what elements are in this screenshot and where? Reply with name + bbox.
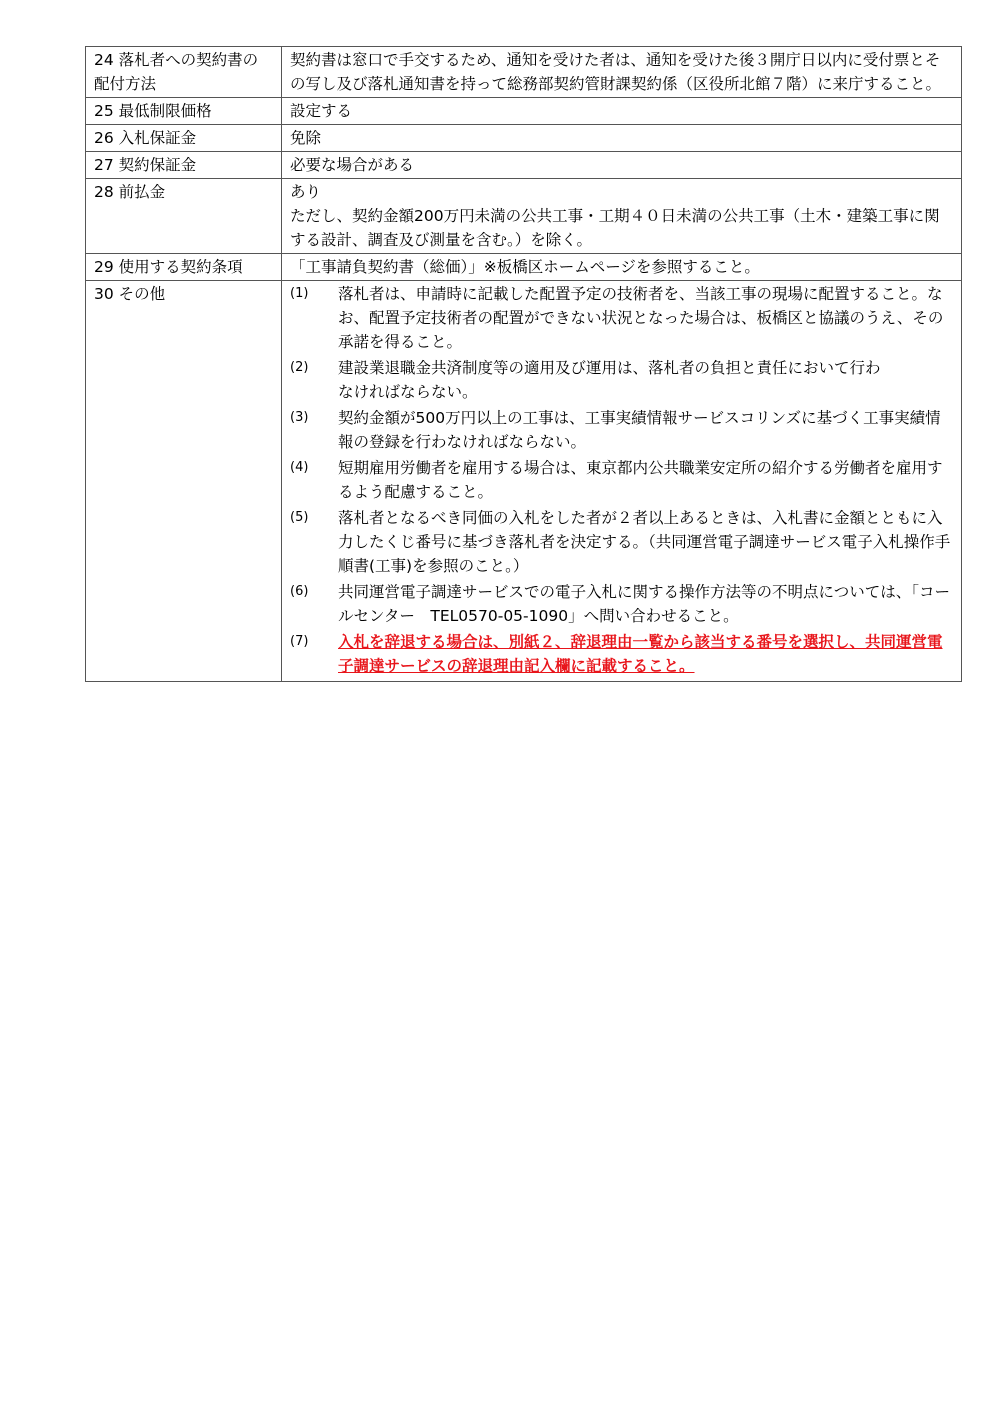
row-label: 29 使用する契約条項: [86, 254, 282, 281]
table-row-24: [86, 47, 962, 98]
row-value: 必要な場合がある: [282, 152, 962, 179]
table-row-26: [86, 125, 962, 152]
row-label: 27 契約保証金: [86, 152, 282, 179]
item-text: 契約金額が500万円以上の工事は、工事実績情報サービスコリンズに基づく工事実績情報の登録を行わなければならない。: [338, 409, 941, 451]
table-row-28: [86, 179, 962, 254]
row-value: 設定する: [282, 98, 962, 125]
row-value: 免除: [282, 125, 962, 152]
row-value: [282, 281, 962, 682]
table-row-25: [86, 98, 962, 125]
list-item: [290, 406, 953, 454]
item-text: 落札者となるべき同価の入札をした者が２者以上あるときは、入札書に金額とともに入力したくじ番号に基づき落札者を決定する。（共同運営電子調達サービス電子入札操作手順書(工事)を参照のこと。）: [338, 509, 951, 575]
table-row-29: [86, 254, 962, 281]
item-text-line: 建設業退職金共済制度等の適用及び運用は、落札者の負担と責任において行わ: [338, 359, 881, 377]
row-label: 26 入札保証金: [86, 125, 282, 152]
row-value: 契約書は窓口で手交するため、通知を受けた者は、通知を受けた後３開庁日以内に受付票とその写し及び落札通知書を持って総務部契約管財課契約係（区役所北館７階）に来庁すること。: [282, 47, 962, 98]
item-text-line: なければならない。: [338, 383, 478, 401]
row-label: 24 落札者への契約書の配付方法: [86, 47, 282, 98]
list-item: [290, 506, 953, 578]
specification-table: [85, 46, 962, 682]
row-label: 30 その他: [86, 281, 282, 682]
item-text: 落札者は、申請時に記載した配置予定の技術者を、当該工事の現場に配置すること。なお、配置予定技術者の配置ができない状況となった場合は、板橋区と協議のうえ、その承諾を得ること。: [338, 285, 944, 351]
list-item: [290, 580, 953, 628]
table-row-27: [86, 152, 962, 179]
row-value: [282, 179, 962, 254]
table-row-30: [86, 281, 962, 682]
list-item: [290, 356, 953, 404]
document-page: [85, 46, 962, 682]
item-text-highlighted: 入札を辞退する場合は、別紙２、辞退理由一覧から該当する番号を選択し、共同運営電子調達サービスの辞退理由記入欄に記載すること。: [338, 633, 943, 675]
item-number: (4): [290, 460, 309, 475]
item-text: 共同運営電子調達サービスでの電子入札に関する操作方法等の不明点については、「コールセンター TEL0570-05-1090」へ問い合わせること。: [338, 583, 950, 625]
item-number: (5): [290, 510, 309, 525]
list-item-highlighted: [290, 630, 953, 678]
row-value: 「工事請負契約書（総価）」※板橋区ホームページを参照すること。: [282, 254, 962, 281]
item-number: (1): [290, 286, 309, 301]
value-line: ただし、契約金額200万円未満の公共工事・工期４０日未満の公共工事（土木・建築工事に関する設計、調査及び測量を含む。）を除く。: [290, 207, 940, 249]
item-text: 短期雇用労働者を雇用する場合は、東京都内公共職業安定所の紹介する労働者を雇用するよう配慮すること。: [338, 459, 943, 501]
item-number: (6): [290, 584, 309, 599]
item-number: (2): [290, 360, 309, 375]
item-number: (7): [290, 634, 309, 649]
list-item: [290, 456, 953, 504]
list-item: [290, 282, 953, 354]
value-line: あり: [290, 183, 322, 201]
item-text: [338, 356, 953, 404]
row-label: 25 最低制限価格: [86, 98, 282, 125]
row-label: 28 前払金: [86, 179, 282, 254]
item-number: (3): [290, 410, 309, 425]
